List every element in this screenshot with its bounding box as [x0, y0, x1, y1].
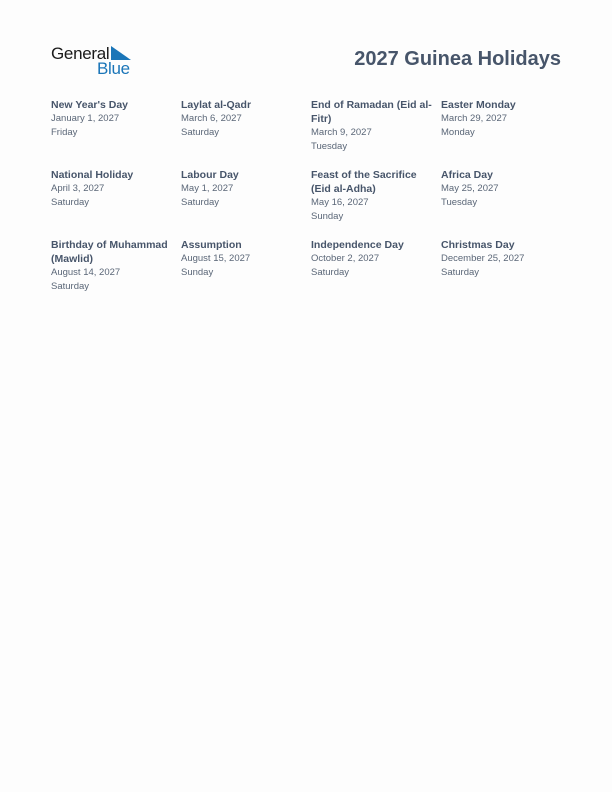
holiday-date: May 16, 2027	[311, 197, 369, 208]
holiday-weekday: Friday	[51, 127, 78, 138]
holiday-weekday: Saturday	[51, 197, 90, 208]
holiday-name: Labour Day	[181, 169, 239, 181]
holiday-date: March 29, 2027	[441, 113, 508, 124]
holiday-weekday: Sunday	[181, 267, 214, 278]
holiday-name: Laylat al-Qadr	[181, 99, 252, 111]
holiday-entry	[311, 98, 441, 168]
holiday-name: National Holiday	[51, 169, 134, 181]
page-title: 2027 Guinea Holidays	[354, 48, 561, 70]
holiday-weekday: Saturday	[311, 267, 350, 278]
generalblue-logo	[51, 44, 141, 78]
holiday-weekday: Saturday	[181, 197, 220, 208]
holiday-weekday: Sunday	[311, 211, 344, 222]
holiday-date: August 14, 2027	[51, 267, 121, 278]
holiday-date: August 15, 2027	[181, 253, 251, 264]
holiday-entry	[51, 98, 181, 168]
holiday-name: Birthday of Muhammad (Mawlid)	[51, 239, 168, 265]
holiday-weekday: Tuesday	[441, 197, 478, 208]
holiday-weekday: Saturday	[51, 281, 90, 292]
holiday-entry	[181, 98, 311, 168]
holiday-entry	[181, 238, 311, 308]
holiday-entry	[311, 238, 441, 308]
holiday-date: January 1, 2027	[51, 113, 120, 124]
holiday-name: New Year's Day	[51, 99, 129, 111]
holiday-name: Independence Day	[311, 239, 404, 251]
holiday-entry	[51, 168, 181, 238]
holiday-date: May 25, 2027	[441, 183, 499, 194]
logo-flag-icon	[111, 46, 131, 60]
holiday-entry	[441, 238, 571, 308]
holiday-weekday: Monday	[441, 127, 475, 138]
holiday-entry	[51, 238, 181, 308]
holiday-name: Christmas Day	[441, 239, 515, 251]
holiday-date: May 1, 2027	[181, 183, 234, 194]
holiday-entry	[441, 168, 571, 238]
holiday-name: Feast of the Sacrifice (Eid al-Adha)	[311, 169, 417, 195]
holiday-name: Assumption	[181, 239, 242, 251]
holiday-date: December 25, 2027	[441, 253, 525, 264]
holiday-name: Africa Day	[441, 169, 493, 181]
holiday-name: End of Ramadan (Eid al-Fitr)	[311, 99, 432, 125]
holiday-weekday: Saturday	[181, 127, 220, 138]
holiday-date: October 2, 2027	[311, 253, 380, 264]
holiday-date: March 9, 2027	[311, 127, 372, 138]
holiday-date: March 6, 2027	[181, 113, 242, 124]
holiday-entry	[311, 168, 441, 238]
holiday-entry	[181, 168, 311, 238]
holiday-date: April 3, 2027	[51, 183, 105, 194]
logo-text-general: General	[51, 44, 110, 63]
holiday-weekday: Saturday	[441, 267, 480, 278]
logo-text-blue: Blue	[97, 59, 130, 78]
holiday-name: Easter Monday	[441, 99, 516, 111]
holiday-entry	[441, 98, 571, 168]
holiday-grid	[51, 98, 571, 308]
holiday-weekday: Tuesday	[311, 141, 348, 152]
